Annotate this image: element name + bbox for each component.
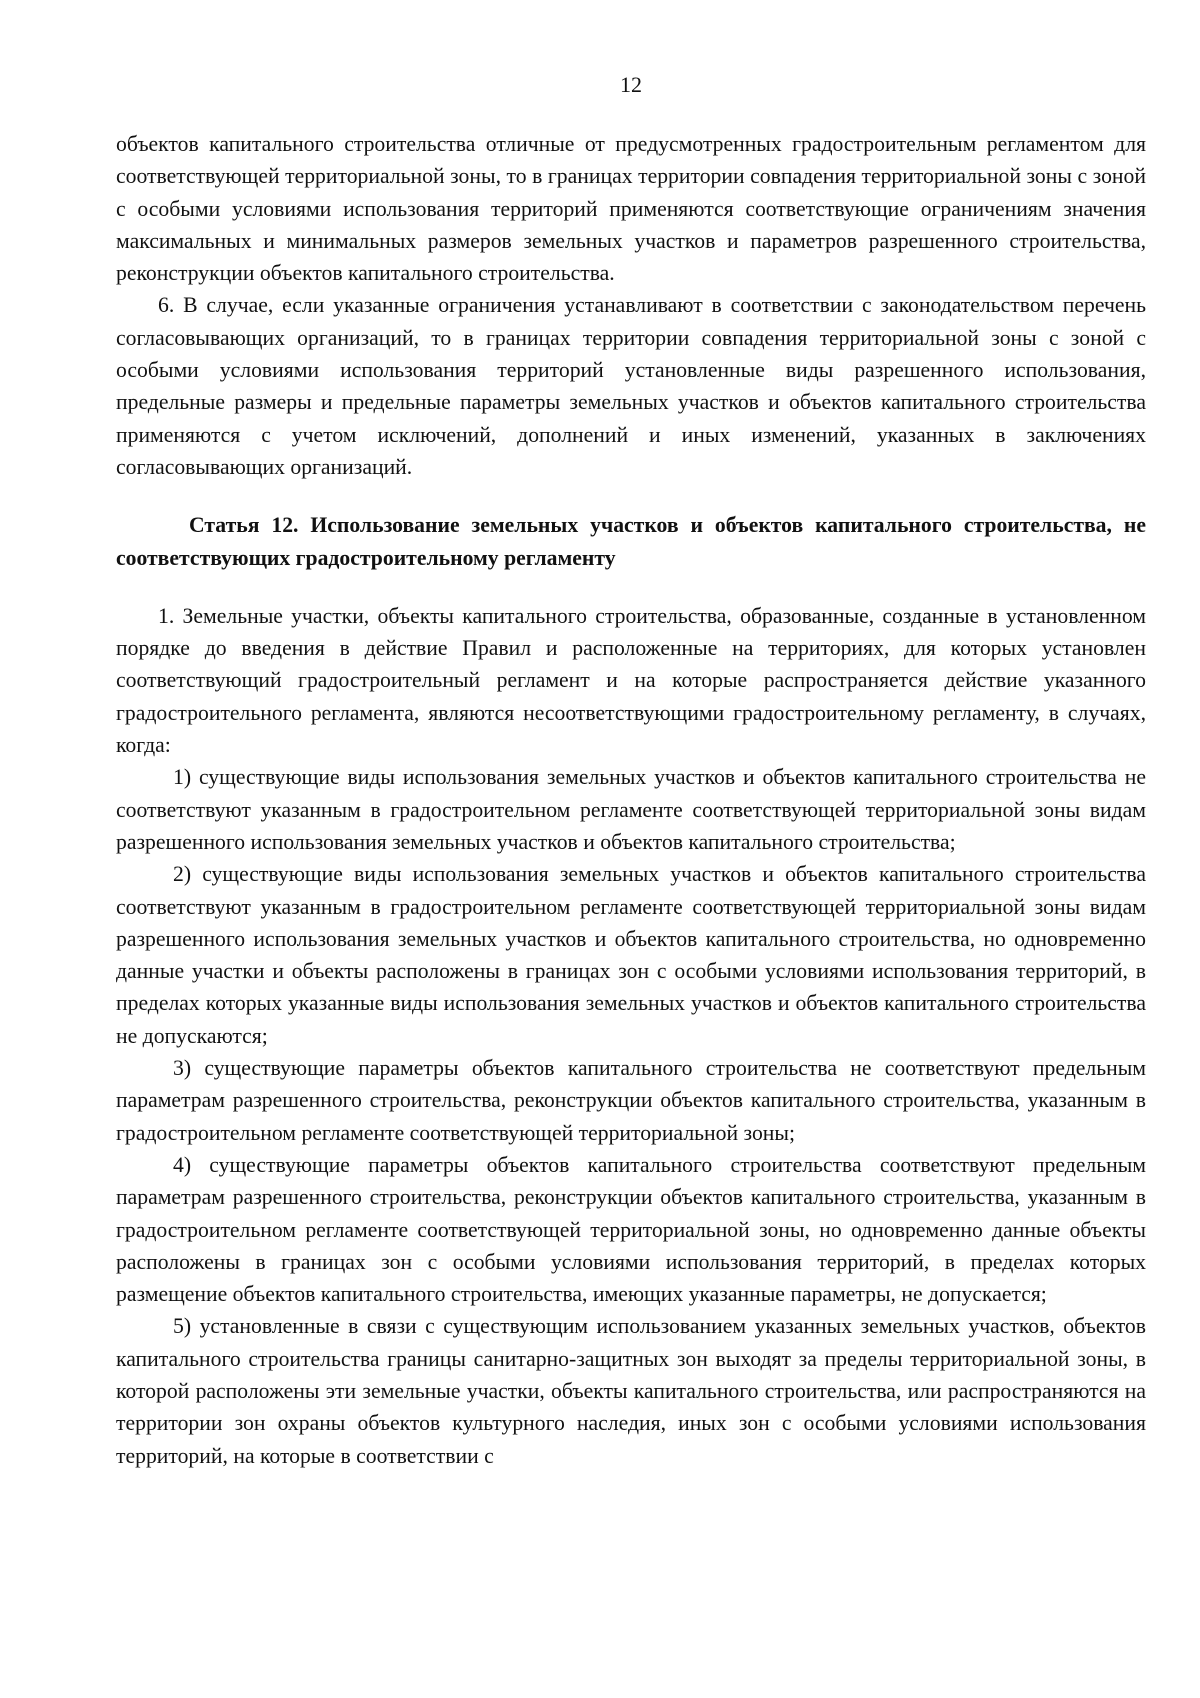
- list-item-5: 5) установленные в связи с существующим использованием указанных земельных участков, объектов капитального строительства границы санитарно-защитных зон выходят за пределы территориальной зоны, в которой расположены эти земельные участки, объекты капитального строительства, или распространяются на территории зон охраны объектов культурного наследия, иных зон с особыми условиями использования территорий, на которые в соответствии с: [116, 1314, 1146, 1468]
- list-item-4: 4) существующие параметры объектов капитального строительства соответствуют предельным параметрам разрешенного строительства, реконструкции объектов капитального строительства, указанным в градостроительном регламенте соответствующей территориальной зоны, но одновременно данные объекты расположены в границах зон с особыми условиями использования территорий, в пределах которых размещение объектов капитального строительства, имеющих указанные параметры, не допускается;: [116, 1152, 1146, 1307]
- list-item-3: 3) существующие параметры объектов капитального строительства не соответствуют предельным параметрам разрешенного строительства, реконструкции объектов капитального строительства, указанным в градостроительном регламенте соответствующей территориальной зоны;: [116, 1056, 1146, 1145]
- page-number: 12: [620, 72, 642, 97]
- list-item-1: 1) существующие виды использования земельных участков и объектов капитального строительства не соответствуют указанным в градостроительном регламенте соответствующей территориальной зоны видам разрешенного использования земельных участков и объектов капитального строительства;: [116, 765, 1146, 854]
- paragraph-continuation: объектов капитального строительства отличные от предусмотренных градостроительным регламентом для соответствующей территориальной зоны, то в границах территории совпадения территориальной зоны с зоной с особыми условиями использования территорий применяются соответствующие ограничениям значения максимальных и минимальных размеров земельных участков и параметров разрешенного строительства, реконструкции объектов капитального строительства.: [116, 132, 1146, 286]
- article-heading: Статья 12. Использование земельных участков и объектов капитального строительства, не соответствующих градостроительному регламенту: [116, 513, 1146, 570]
- document-body: [116, 128, 1146, 1472]
- article-paragraph-1: 1. Земельные участки, объекты капитального строительства, образованные, созданные в установленном порядке до введения в действие Правил и расположенные на территориях, для которых установлен соответствующий градостроительный регламент и на которые распространяется действие указанного градостроительного регламента, являются несоответствующими градостроительному регламенту, в случаях, когда:: [116, 603, 1146, 758]
- list-item-2: 2) существующие виды использования земельных участков и объектов капитального строительства соответствуют указанным в градостроительном регламенте соответствующей территориальной зоны видам разрешенного использования земельных участков и объектов капитального строительства, но одновременно данные участки и объекты расположены в границах зон с особыми условиями использования территорий, в пределах которых указанные виды использования земельных участков и объектов капитального строительства не допускаются;: [116, 862, 1146, 1048]
- paragraph-6: 6. В случае, если указанные ограничения устанавливают в соответствии с законодательством перечень согласовывающих организаций, то в границах территории совпадения территориальной зоны с зоной с особыми условиями использования территорий установленные виды разрешенного использования, предельные размеры и предельные параметры земельных участков и объектов капитального строительства применяются с учетом исключений, дополнений и иных изменений, указанных в заключениях согласовывающих организаций.: [116, 293, 1146, 479]
